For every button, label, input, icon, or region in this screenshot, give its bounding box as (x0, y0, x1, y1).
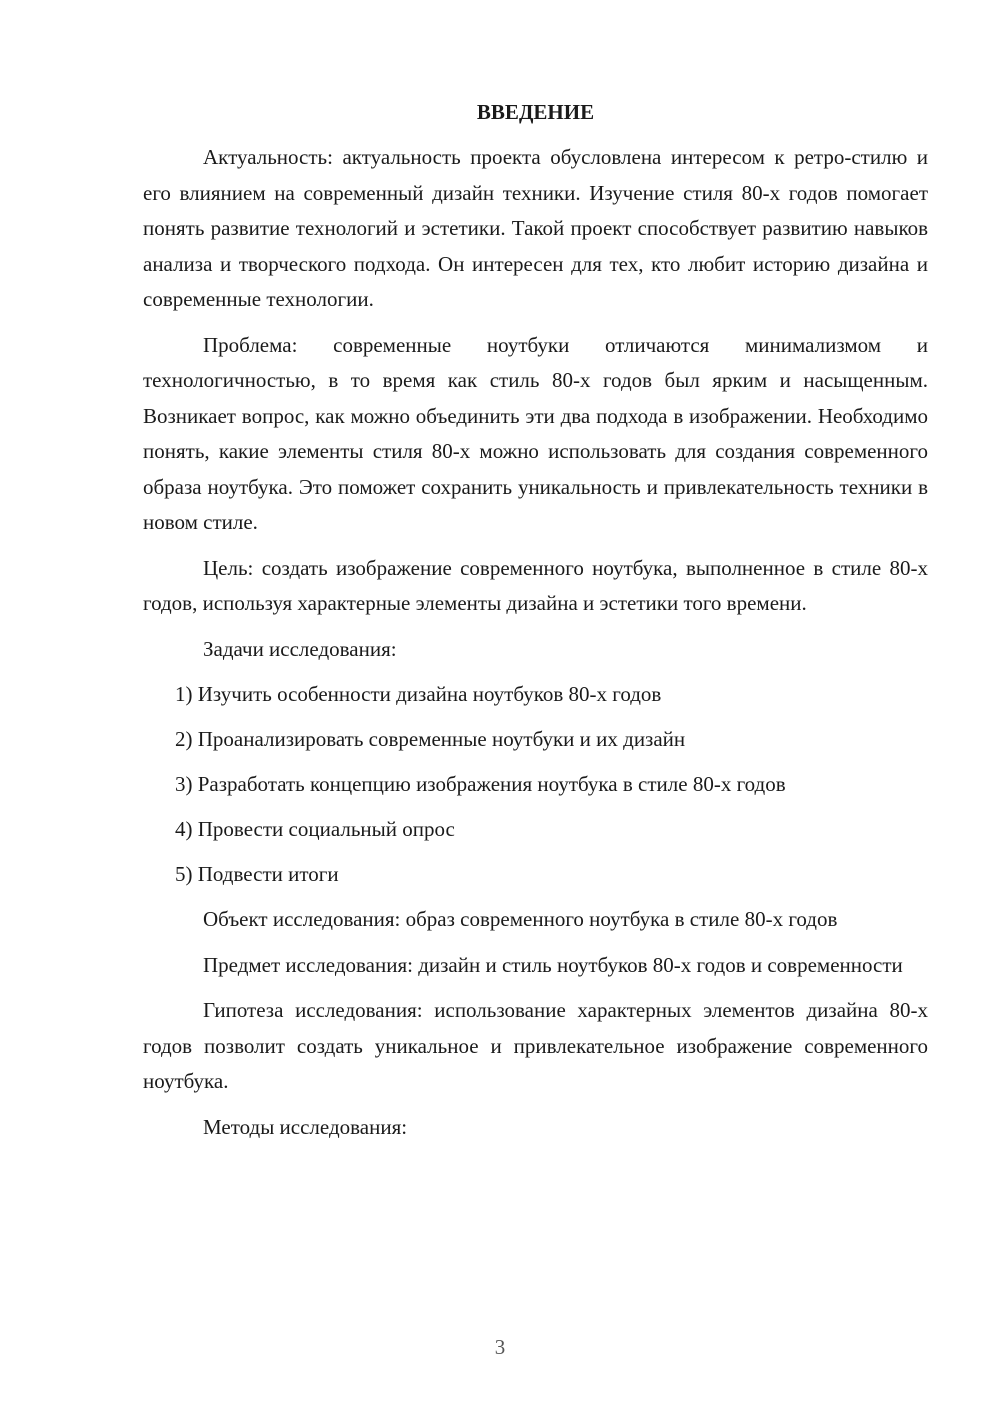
paragraph-problem: Проблема: современные ноутбуки отличаются минимализмом и технологичностью, в то время как стиль 80-х годов был ярким и насыщенным. Возникает вопрос, как можно объединить эти два подхода в изображении. Необходимо понять, какие элементы стиля 80-х можно использовать для создания современного образа ноутбука. Это поможет сохранить уникальность и привлекательность техники в новом стиле. (143, 332, 928, 534)
list-item: 3) Разработать концепцию изображения ноутбука в стиле 80-х годов (175, 772, 786, 796)
list-item: 1) Изучить особенности дизайна ноутбуков 80-х годов (175, 682, 662, 706)
list-item: 4) Провести социальный опрос (175, 817, 455, 841)
methods-title: Методы исследования: (203, 1114, 408, 1139)
paragraph-goal: Цель: создать изображение современного ноутбука, выполненное в стиле 80-х годов, используя характерные элементы дизайна и эстетики того времени. (143, 555, 928, 615)
list-item: 5) Подвести итоги (175, 862, 339, 886)
page-number: 3 (494, 1335, 506, 1359)
section-heading: ВВЕДЕНИЕ (476, 100, 595, 124)
tasks-list (143, 677, 928, 893)
paragraph-object: Объект исследования: образ современного ноутбука в стиле 80-х годов (203, 907, 838, 931)
paragraph-subject: Предмет исследования: дизайн и стиль ноутбуков 80-х годов и современности (203, 952, 903, 977)
list-item: 2) Проанализировать современные ноутбуки и их дизайн (175, 727, 686, 751)
paragraph-hypothesis: Гипотеза исследования: использование характерных элементов дизайна 80-х годов позволит создать уникальное и привлекательное изображение современного ноутбука. (143, 998, 928, 1093)
document-page (143, 96, 928, 1155)
tasks-title: Задачи исследования: (203, 636, 397, 661)
paragraph-relevance: Актуальность: актуальность проекта обусловлена интересом к ретро-стилю и его влиянием на современный дизайн техники. Изучение стиля 80-х годов помогает понять развитие технологий и эстетики. Такой проект способствует развитию навыков анализа и творческого подхода. Он интересен для тех, кто любит историю дизайна и современные технологии. (143, 145, 928, 311)
